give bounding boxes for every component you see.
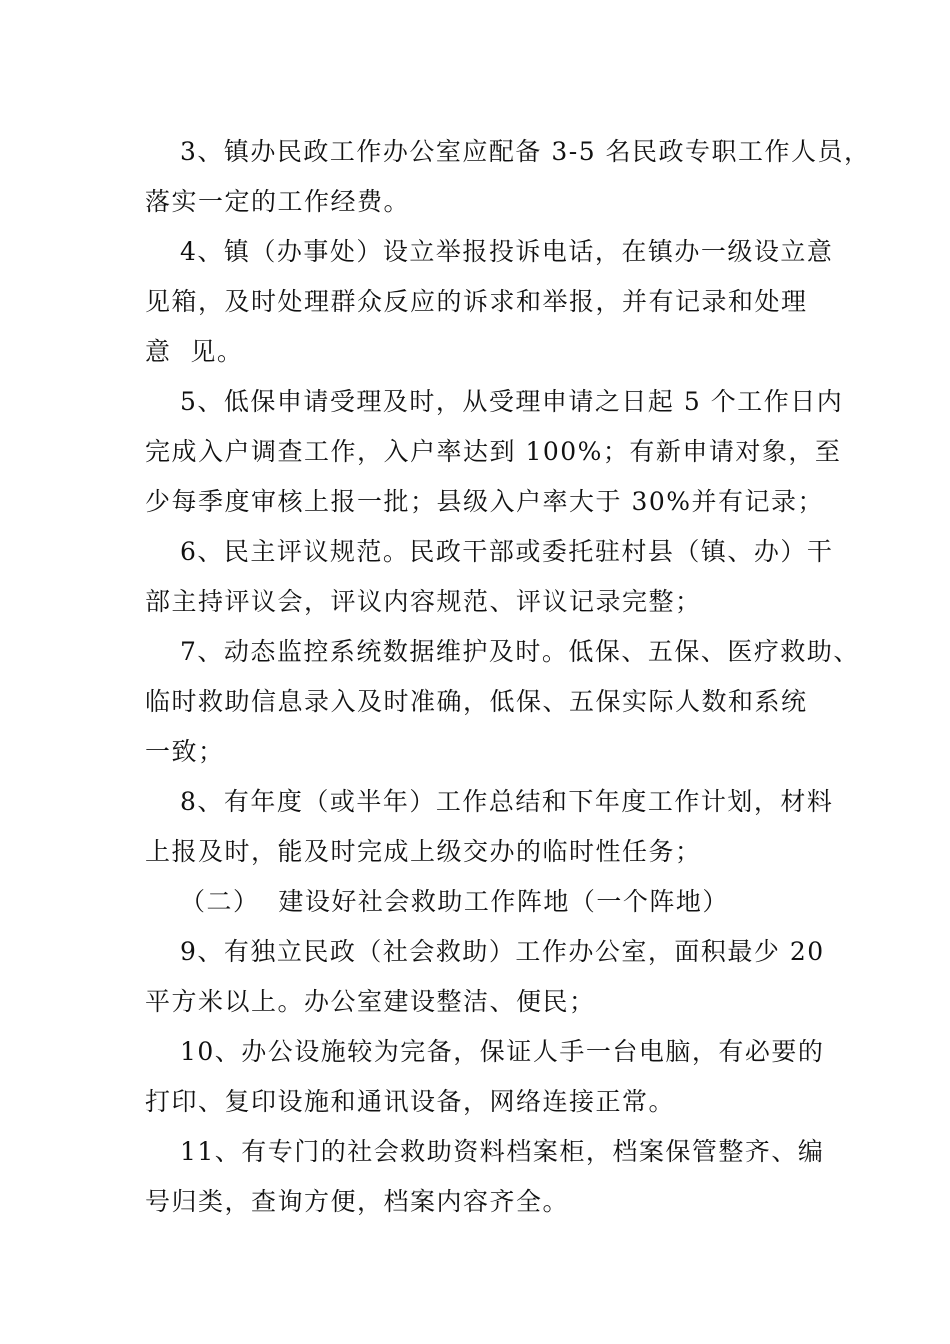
- paragraph-8-line-2: 上报及时，能及时完成上级交办的临时性任务；: [145, 837, 702, 866]
- paragraph-9-line-2: 平方米以上。办公室建设整洁、便民；: [145, 987, 596, 1016]
- section-heading-2: （二） 建设好社会救助工作阵地（一个阵地）: [180, 887, 729, 916]
- paragraph-7-line-2: 临时救助信息录入及时准确，低保、五保实际人数和系统: [145, 687, 808, 716]
- paragraph-7-line-1: 7、动态监控系统数据维护及时。低保、五保、医疗救助、: [180, 637, 860, 666]
- paragraph-10-line-2: 打印、复印设施和通讯设备，网络连接正常。: [145, 1087, 676, 1116]
- paragraph-5-line-1: 5、低保申请受理及时，从受理申请之日起 5 个工作日内: [180, 387, 844, 416]
- paragraph-5-line-3: 少每季度审核上报一批；县级入户率大于 30%并有记录；: [145, 487, 825, 516]
- paragraph-9-line-1: 9、有独立民政（社会救助）工作办公室，面积最少 20: [180, 937, 825, 966]
- paragraph-4-line-2: 见箱，及时处理群众反应的诉求和举报，并有记录和处理: [145, 287, 808, 316]
- paragraph-4-line-1: 4、镇（办事处）设立举报投诉电话，在镇办一级设立意: [180, 237, 834, 266]
- paragraph-6-line-2: 部主持评议会，评议内容规范、评议记录完整；: [145, 587, 702, 616]
- paragraph-10-line-1: 10、办公设施较为完备，保证人手一台电脑，有必要的: [180, 1037, 825, 1066]
- paragraph-11-line-2: 号归类，查询方便，档案内容齐全。: [145, 1187, 570, 1216]
- paragraph-3-line-1: 3、镇办民政工作办公室应配备 3-5 名民政专职工作人员，: [180, 137, 871, 166]
- paragraph-8-line-1: 8、有年度（或半年）工作总结和下年度工作计划，材料: [180, 787, 834, 816]
- paragraph-3-line-2: 落实一定的工作经费。: [145, 187, 411, 216]
- paragraph-11-line-1: 11、有专门的社会救助资料档案柜，档案保管整齐、编: [180, 1137, 825, 1166]
- paragraph-4-line-3: 意 见。: [145, 337, 244, 366]
- paragraph-6-line-1: 6、民主评议规范。民政干部或委托驻村县（镇、办）干: [180, 537, 834, 566]
- paragraph-5-line-2: 完成入户调查工作，入户率达到 100%；有新申请对象，至: [145, 437, 842, 466]
- paragraph-7-line-3: 一致；: [145, 737, 225, 766]
